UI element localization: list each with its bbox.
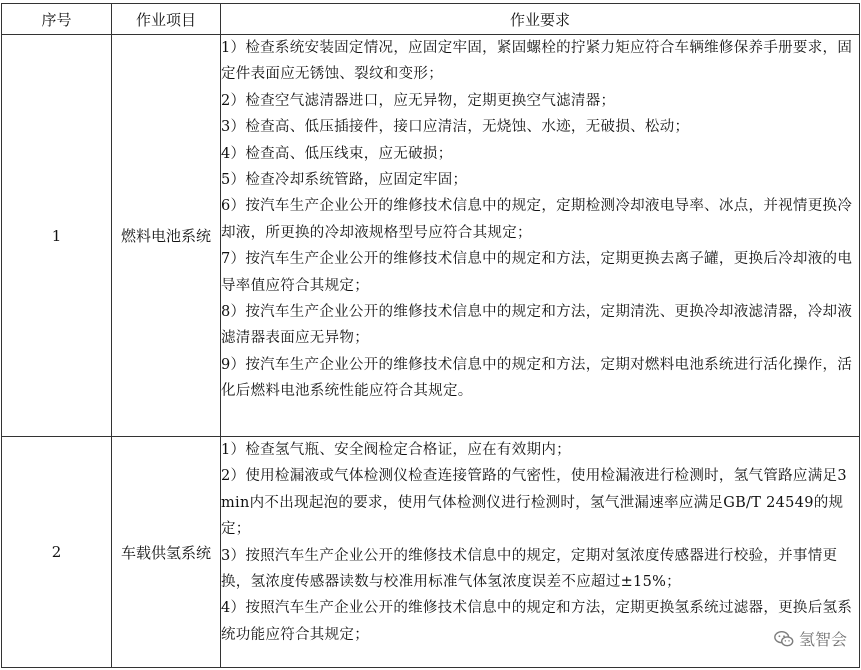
requirement-item: 4）检查高、低压线束，应无破损； bbox=[221, 145, 453, 162]
table-row bbox=[2, 437, 860, 668]
requirement-item: 1）检查系统安装固定情况，应固定牢固，紧固螺栓的拧紧力矩应符合车辆维修保养手册要求，固定件表面应无锈蚀、裂纹和变形； bbox=[221, 40, 853, 83]
requirement-item: 2）检查空气滤清器进口，应无异物，定期更换空气滤清器； bbox=[221, 92, 616, 109]
row-requirements bbox=[221, 35, 860, 437]
row-item: 车载供氢系统 bbox=[112, 437, 221, 668]
wechat-icon bbox=[773, 628, 795, 650]
requirement-item: 6）按汽车生产企业公开的维修技术信息中的规定，定期检测冷却液电导率、冰点，并视情更换冷却液，所更换的冷却液规格型号应符合其规定； bbox=[221, 198, 853, 241]
table-header-row bbox=[2, 4, 860, 35]
requirement-item: 3）按照汽车生产企业公开的维修技术信息中的规定，定期对氢浓度传感器进行校验，并事情更换，氢浓度传感器读数与校准用标准气体氢浓度误差不应超过±15%； bbox=[221, 547, 838, 591]
requirement-item: 4）按照汽车生产企业公开的维修技术信息中的规定和方法，定期更换氢系统过滤器，更换后氢系统功能应符合其规定； bbox=[221, 600, 853, 643]
header-item: 作业项目 bbox=[112, 4, 221, 35]
maintenance-table bbox=[1, 3, 860, 668]
table-row bbox=[2, 35, 860, 437]
requirement-item: 7）按汽车生产企业公开的维修技术信息中的规定和方法，定期更换去离子罐，更换后冷却液的电导率值应符合其规定； bbox=[221, 251, 853, 294]
header-serial: 序号 bbox=[2, 4, 112, 35]
requirement-item: 3）检查高、低压插接件，接口应清洁，无烧蚀、水迹，无破损、松动； bbox=[221, 119, 690, 136]
row-serial: 2 bbox=[2, 437, 112, 668]
row-serial: 1 bbox=[2, 35, 112, 437]
row-item: 燃料电池系统 bbox=[112, 35, 221, 437]
watermark-text: 氢智会 bbox=[798, 630, 847, 649]
requirement-item: 9）按汽车生产企业公开的维修技术信息中的规定和方法，定期对燃料电池系统进行活化操作，活化后燃料电池系统性能应符合其规定。 bbox=[221, 356, 853, 400]
requirement-item: 8）按汽车生产企业公开的维修技术信息中的规定和方法，定期清洗、更换冷却液滤清器，冷却液滤清器表面应无异物； bbox=[221, 304, 853, 347]
requirement-item: 2）使用检漏液或气体检测仪检查连接管路的气密性，使用检漏液进行检测时，氢气管路应满足3 min内不出现起泡的要求，使用气体检测仪进行检测时，氢气泄漏速率应满足GB/T 24549的规定； bbox=[221, 468, 847, 538]
requirement-item: 5）检查冷却系统管路，应固定牢固； bbox=[221, 172, 468, 189]
requirement-item: 1）检查氢气瓶、安全阀检定合格证，应在有效期内； bbox=[221, 442, 571, 458]
row-requirements bbox=[221, 437, 860, 668]
watermark bbox=[773, 627, 847, 650]
header-requirements: 作业要求 bbox=[221, 4, 860, 35]
